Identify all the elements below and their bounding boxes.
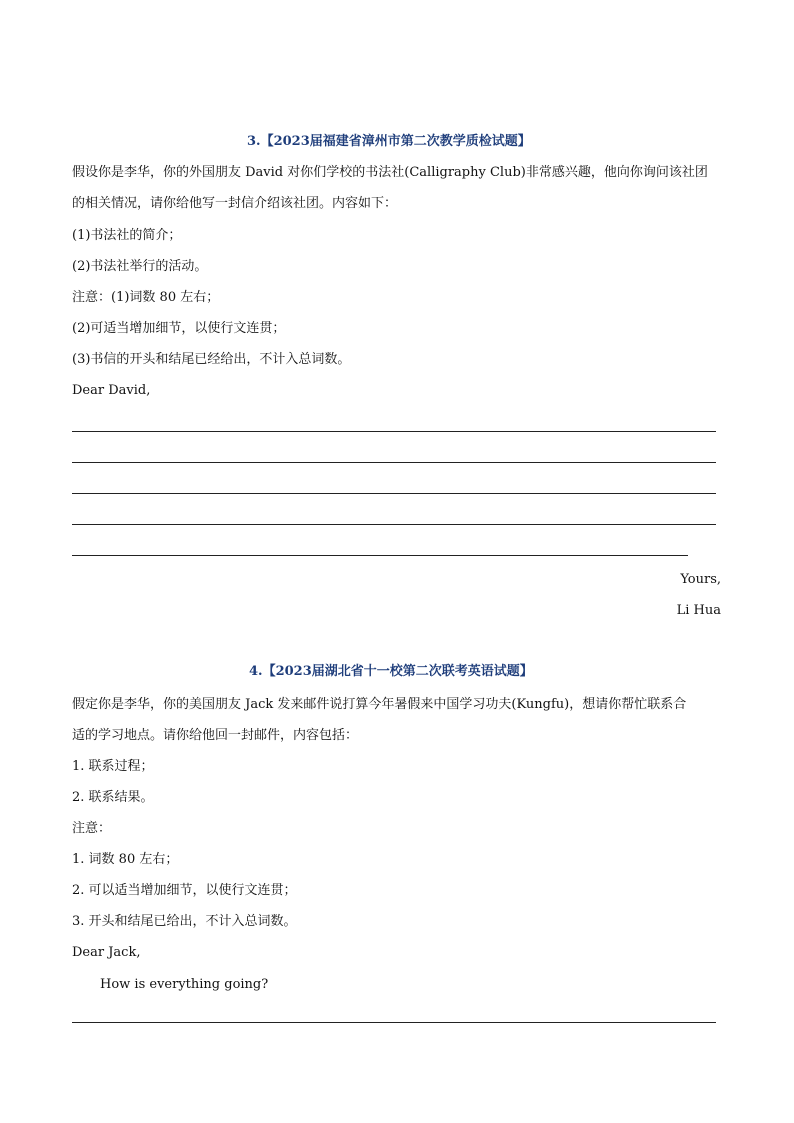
section-3-note-1: 注意：(1)词数 80 左右； xyxy=(72,290,220,305)
section-4-point-2: 2. 联系结果。 xyxy=(72,790,154,805)
section-4-title: 【2023届湖北省十一校第二次联考英语试题】 xyxy=(262,664,533,679)
section-3-prompt-line-1: 假设你是李华，你的外国朋友 David 对你们学校的书法社(Calligraphy Club)非常感兴趣，他向你询问该社团 xyxy=(72,165,708,180)
section-4-heading xyxy=(249,664,533,680)
section-4-point-1: 1. 联系过程； xyxy=(72,759,154,774)
writing-line[interactable] xyxy=(72,431,716,432)
writing-line[interactable] xyxy=(72,1022,716,1023)
writing-line[interactable] xyxy=(72,524,716,525)
section-4-number: 4. xyxy=(249,664,263,679)
section-3-heading xyxy=(247,134,531,150)
section-3-note-2: (2)可适当增加细节，以使行文连贯； xyxy=(72,321,286,336)
section-4-note-1: 1. 词数 80 左右； xyxy=(72,852,179,867)
section-3-title: 【2023届福建省漳州市第二次教学质检试题】 xyxy=(260,134,531,149)
section-3-note-3: (3)书信的开头和结尾已经给出，不计入总词数。 xyxy=(72,352,351,367)
section-3-number: 3. xyxy=(247,134,261,149)
writing-line[interactable] xyxy=(72,462,716,463)
section-4-prompt-line-2: 适的学习地点。请你给他回一封邮件，内容包括： xyxy=(72,728,359,743)
section-4-note-3: 3. 开头和结尾已给出，不计入总词数。 xyxy=(72,914,297,929)
section-3-point-1: (1)书法社的简介； xyxy=(72,228,182,243)
writing-line[interactable] xyxy=(72,493,716,494)
section-4-opening-sentence: How is everything going? xyxy=(100,977,269,992)
section-4-greeting: Dear Jack, xyxy=(72,945,141,960)
section-3-greeting: Dear David, xyxy=(72,383,151,398)
section-3-closing: Yours, xyxy=(680,572,721,587)
section-3-point-2: (2)书法社举行的活动。 xyxy=(72,259,208,274)
section-4-note-label: 注意： xyxy=(72,821,112,836)
section-3-signature: Li Hua xyxy=(676,603,721,618)
section-4-prompt-line-1: 假定你是李华，你的美国朋友 Jack 发来邮件说打算今年暑假来中国学习功夫(Kungfu)，想请你帮忙联系合 xyxy=(72,697,687,712)
section-3-prompt-line-2: 的相关情况，请你给他写一封信介绍该社团。内容如下： xyxy=(72,196,398,211)
section-4-note-2: 2. 可以适当增加细节，以使行文连贯； xyxy=(72,883,297,898)
writing-line[interactable] xyxy=(72,555,688,556)
